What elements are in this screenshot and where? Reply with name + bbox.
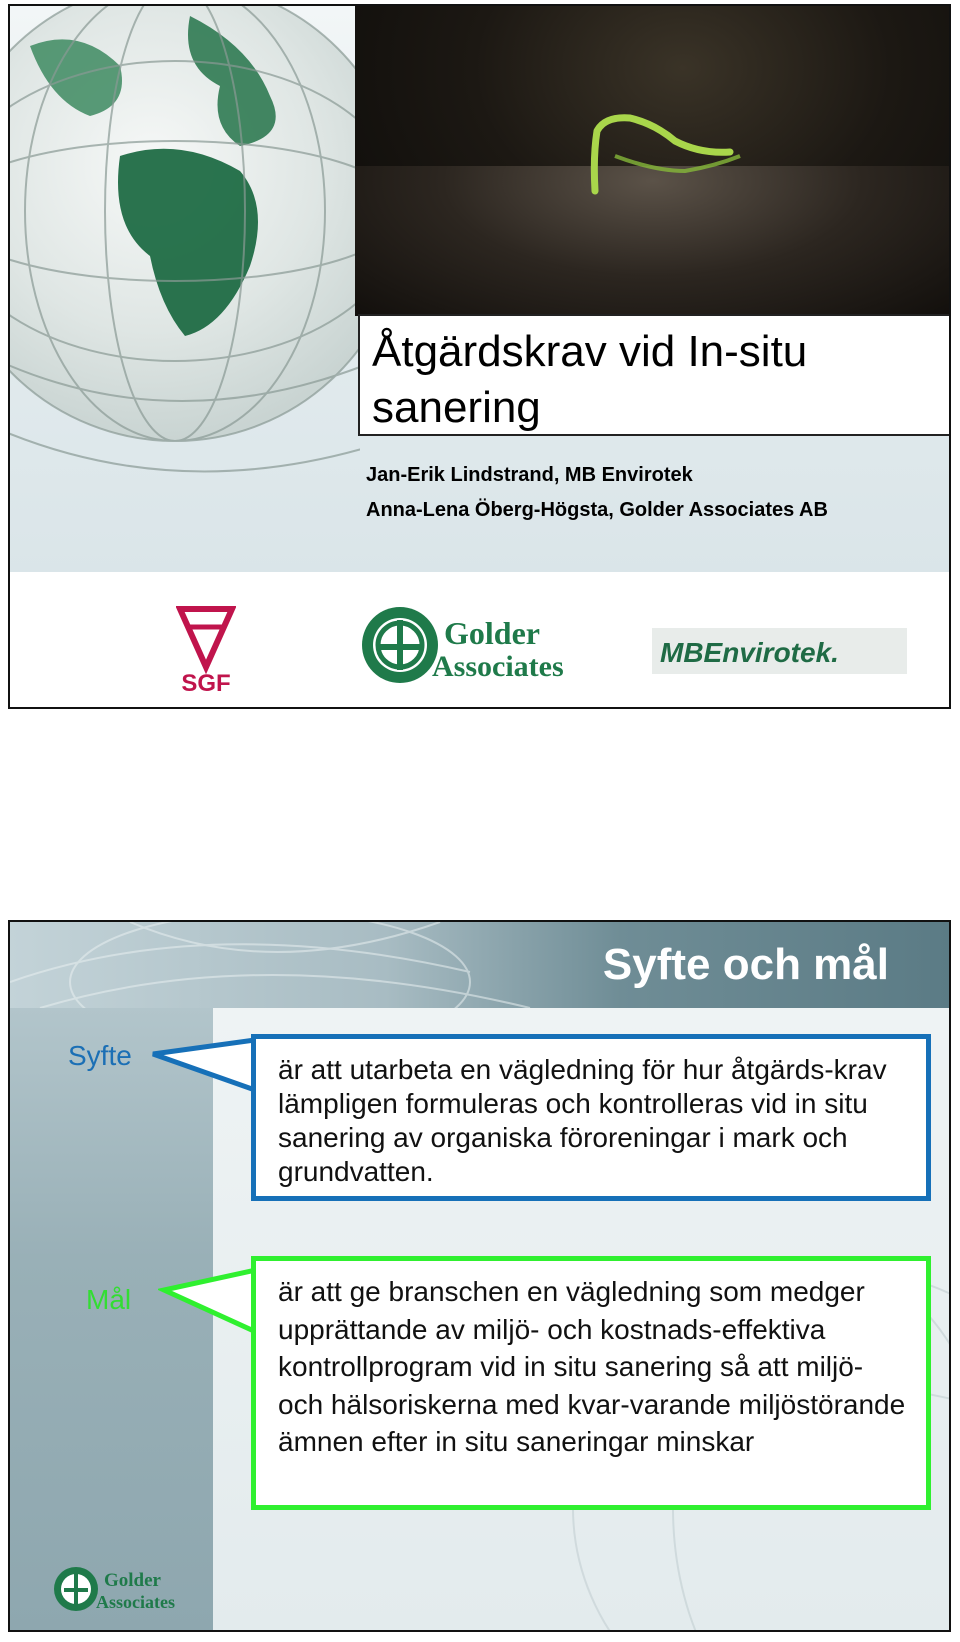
author-line: Anna-Lena Öberg-Högsta, Golder Associates AB [366, 499, 828, 521]
svg-text:Golder: Golder [444, 615, 540, 651]
mal-text: är att ge branschen en vägledning som medger upprättande av miljö- och kostnads-effektiva kontrollprogram vid in situ sanering så att miljö- och hälsoriskerna med kvar-varande miljöstörande ämnen efter in situ saneringar minskar [278, 1276, 906, 1457]
mb-envirotek-logo [652, 628, 907, 674]
mal-callout [251, 1256, 931, 1510]
header-band [10, 922, 949, 1008]
syfte-label: Syfte [68, 1040, 132, 1071]
sgf-logo [176, 605, 236, 695]
svg-text:Associates: Associates [432, 650, 564, 683]
svg-text:MBEnvirotek.: MBEnvirotek. [660, 637, 839, 668]
mal-callout-pointer [158, 1262, 258, 1342]
svg-text:SGF: SGF [181, 670, 231, 695]
slide-title: Syfte och mål [602, 940, 889, 989]
golder-associates-footer-logo [52, 1562, 192, 1617]
author-line: Jan-Erik Lindstrand, MB Envirotek [366, 464, 693, 486]
content-slide [8, 920, 951, 1632]
seedling-photo [355, 6, 951, 316]
slide-title: Åtgärdskrav vid In-situ sanering [372, 327, 808, 432]
svg-text:Golder: Golder [104, 1570, 161, 1591]
syfte-text: är att utarbeta en vägledning för hur åtgärds-krav lämpligen formuleras och kontrolleras vid in situ sanering av organiska föroreningar i mark och grundvatten. [278, 1054, 887, 1187]
svg-text:Associates: Associates [96, 1592, 175, 1612]
syfte-callout-pointer [145, 1034, 257, 1104]
title-box [358, 314, 951, 436]
mal-label: Mål [86, 1284, 132, 1315]
syfte-callout [251, 1034, 931, 1201]
globe-illustration [10, 6, 360, 581]
golder-associates-logo [360, 600, 600, 690]
